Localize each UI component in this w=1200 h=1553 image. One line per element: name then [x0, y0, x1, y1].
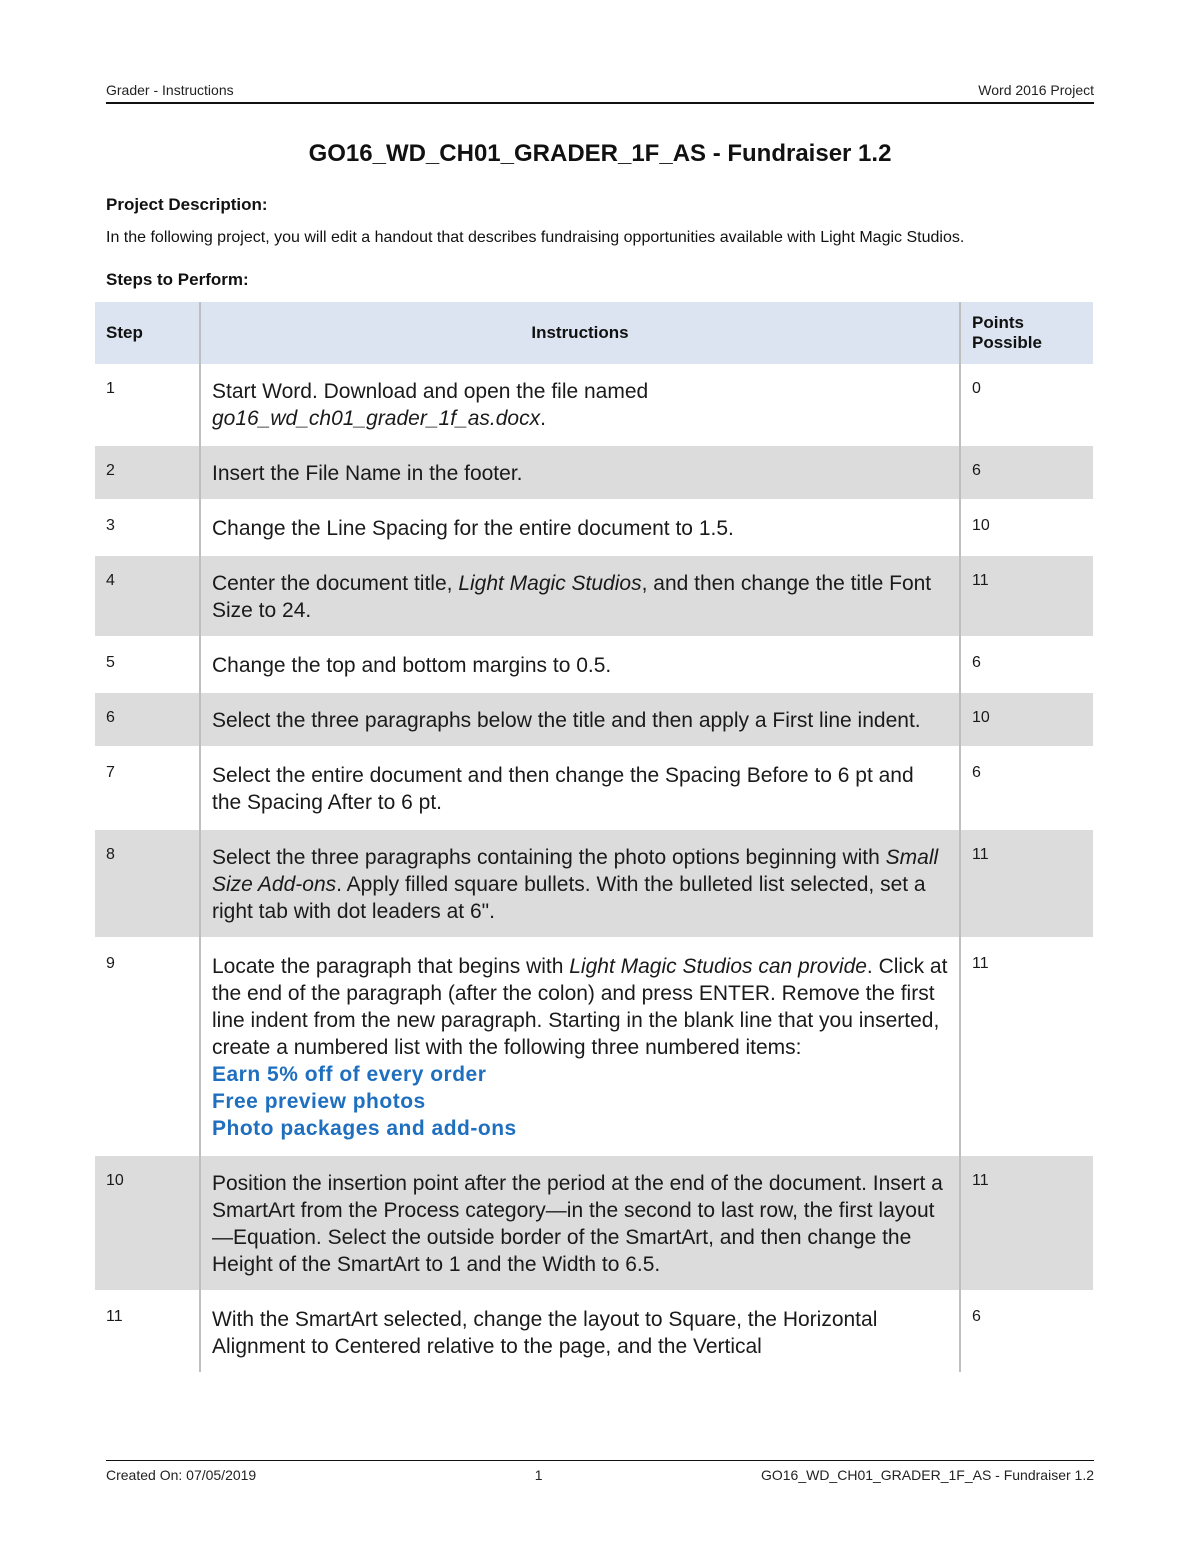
- table-row: [95, 555, 1093, 637]
- table-row: [95, 364, 1093, 445]
- steps-label: Steps to Perform:: [106, 270, 249, 289]
- page-header: [106, 82, 1094, 104]
- instruction-text: Center the document title,: [212, 572, 459, 595]
- step-number: 11: [95, 1291, 200, 1372]
- step-instructions: [200, 364, 960, 445]
- footer-created-on: Created On: 07/05/2019: [106, 1467, 257, 1483]
- numbered-item-text: Free preview photos: [212, 1090, 426, 1113]
- table-header-row: [95, 302, 1093, 364]
- instruction-text: Select the three paragraphs containing the photo options beginning with: [212, 846, 886, 869]
- instruction-text: Position the insertion point after the period at the end of the document. Insert a SmartArt from the Process category—in the second to last row, the first layout—Equation. Select the outside border of the SmartArt, and then change the Height of the SmartArt to 1 and the Width to 6.5.: [212, 1172, 943, 1276]
- step-number: 2: [95, 445, 200, 500]
- italic-text: Light Magic Studios: [458, 572, 642, 595]
- table-row: [95, 1155, 1093, 1291]
- step-instructions: [200, 637, 960, 692]
- instruction-text: Select the three paragraphs below the title and then apply a First line indent.: [212, 709, 921, 732]
- points-possible: 6: [960, 445, 1093, 500]
- points-possible: 6: [960, 637, 1093, 692]
- italic-text: Small Size Add-ons: [212, 846, 939, 896]
- table-row: [95, 637, 1093, 692]
- points-possible: 6: [960, 1291, 1093, 1372]
- project-description-text: In the following project, you will edit a handout that describes fundraising opportunities available with Light Magic Studios.: [106, 229, 965, 246]
- step-instructions: [200, 938, 960, 1155]
- steps-table-body: [95, 364, 1093, 1372]
- header-points-line2: Possible: [972, 333, 1042, 352]
- points-possible: 0: [972, 380, 981, 397]
- document-title: GO16_WD_CH01_GRADER_1F_AS - Fundraiser 1.2: [308, 140, 892, 167]
- instruction-text: Insert the File Name in the footer.: [212, 462, 523, 485]
- points-possible: 11: [960, 1155, 1093, 1291]
- instruction-text: Locate the paragraph that begins with: [212, 955, 570, 978]
- header-right-text: Word 2016 Project: [978, 82, 1094, 98]
- header-step: Step: [95, 302, 200, 364]
- header-points-line1: Points: [972, 313, 1024, 332]
- step-instructions: [200, 1291, 960, 1372]
- step-number: 6: [95, 692, 200, 747]
- instruction-text: Start Word. Download and open the file named: [212, 380, 649, 403]
- points-possible: 11: [960, 555, 1093, 637]
- italic-text: Light Magic Studios can provide: [569, 955, 867, 978]
- points-possible: 6: [960, 747, 1093, 829]
- steps-table: [95, 302, 1093, 1372]
- instruction-text: . Click at the end of the paragraph (after the colon) and press ENTER. Remove the first line indent from the new paragraph. Starting in the blank line that you inserted, create a numbered list with the following three numbered items:: [212, 955, 948, 1059]
- step-instructions: [200, 747, 960, 829]
- step-number: 8: [95, 829, 200, 938]
- step-instructions: [200, 692, 960, 747]
- footer-file-name: GO16_WD_CH01_GRADER_1F_AS - Fundraiser 1.2: [760, 1467, 1094, 1483]
- table-row: [95, 692, 1093, 747]
- instruction-text: , and then change the title Font Size to 24.: [212, 572, 932, 622]
- instruction-text: Select the entire document and then change the Spacing Before to 6 pt and the Spacing After to 6 pt.: [212, 764, 914, 814]
- table-row: [95, 1291, 1093, 1372]
- points-possible: 10: [960, 500, 1093, 555]
- table-row: [95, 938, 1093, 1155]
- header-instructions: Instructions: [200, 302, 960, 364]
- step-instructions: [200, 500, 960, 555]
- page-footer: [106, 1460, 1094, 1483]
- table-row: [95, 500, 1093, 555]
- points-possible: 10: [960, 692, 1093, 747]
- italic-text: go16_wd_ch01_grader_1f_as.docx: [212, 407, 541, 430]
- step-instructions: [200, 829, 960, 938]
- step-number: 9: [95, 938, 200, 1155]
- table-row: [95, 747, 1093, 829]
- step-number: 4: [95, 555, 200, 637]
- instruction-text: With the SmartArt selected, change the layout to Square, the Horizontal Alignment to Centered relative to the page, and the Vertical: [212, 1308, 878, 1358]
- header-left-text: Grader - Instructions: [106, 82, 234, 98]
- step-number: 5: [95, 637, 200, 692]
- numbered-item-text: Earn 5% off of every order: [212, 1063, 487, 1086]
- step-instructions: [200, 1155, 960, 1291]
- step-instructions: [200, 445, 960, 500]
- step-instructions: [200, 555, 960, 637]
- instruction-text: . Apply filled square bullets. With the bulleted list selected, set a right tab with dot leaders at 6".: [212, 873, 926, 923]
- numbered-item-text: Photo packages and add-ons: [212, 1117, 517, 1140]
- step-number: 7: [95, 747, 200, 829]
- instruction-text: Change the top and bottom margins to 0.5.: [212, 654, 612, 677]
- project-description-label: Project Description:: [106, 195, 268, 214]
- points-possible: 11: [960, 938, 1093, 1155]
- step-number: 3: [95, 500, 200, 555]
- instruction-text: .: [540, 407, 546, 430]
- points-possible: 11: [960, 829, 1093, 938]
- step-number: 10: [95, 1155, 200, 1291]
- step-number: 1: [95, 364, 200, 445]
- header-points: [960, 302, 1093, 364]
- instruction-text: Change the Line Spacing for the entire document to 1.5.: [212, 517, 734, 540]
- table-row: [95, 829, 1093, 938]
- footer-page-number: 1: [534, 1467, 543, 1483]
- table-row: [95, 445, 1093, 500]
